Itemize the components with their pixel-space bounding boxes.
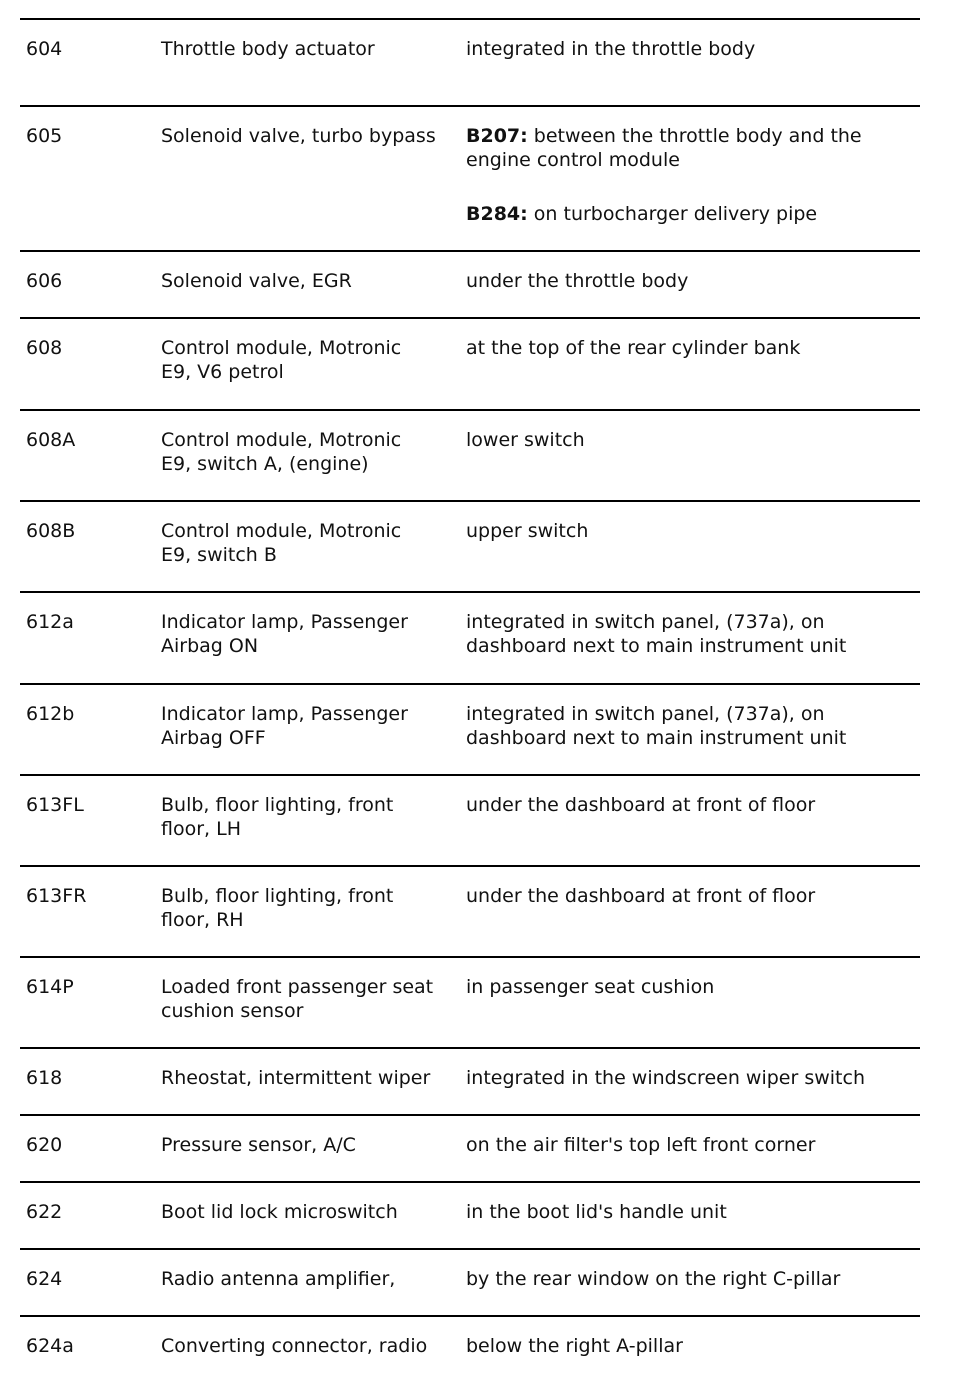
component-location (466, 519, 588, 543)
component-name (161, 124, 436, 148)
component-name (161, 1200, 398, 1224)
component-name (161, 519, 401, 567)
location-text: on turbocharger delivery pipe (527, 203, 818, 225)
component-location (466, 124, 862, 226)
table-row (20, 865, 920, 956)
location-text: upper switch (466, 520, 589, 542)
location-text: at the top of the rear cylinder bank (466, 337, 801, 359)
component-code: 614P (26, 976, 74, 998)
component-name (161, 1066, 430, 1090)
location-text: under the dashboard at front of floor (466, 885, 816, 907)
component-name (161, 269, 352, 293)
component-code: 608 (26, 337, 63, 359)
component-name-line: Throttle body actuator (161, 38, 375, 60)
component-name-line: Control module, Motronic (161, 429, 402, 451)
component-name-line: Loaded front passenger seat (161, 976, 434, 998)
table-row (20, 1248, 920, 1315)
component-name-line: Airbag OFF (161, 727, 266, 749)
component-name-line: floor, RH (161, 909, 244, 931)
variant-label: B207: (466, 125, 528, 147)
component-code: 624 (26, 1268, 63, 1290)
location-text: in passenger seat cushion (466, 976, 715, 998)
location-paragraph (466, 37, 755, 61)
location-paragraph (466, 428, 585, 452)
location-text: under the throttle body (466, 270, 689, 292)
component-code: 612b (26, 703, 75, 725)
table-row (20, 591, 920, 683)
location-text: under the dashboard at front of floor (466, 794, 816, 816)
location-paragraph (466, 702, 846, 750)
component-code: 620 (26, 1134, 63, 1156)
table-row (20, 500, 920, 591)
component-name-line: Control module, Motronic (161, 520, 402, 542)
component-location (466, 428, 585, 452)
component-name (161, 610, 408, 658)
location-paragraph (466, 1133, 815, 1157)
component-name (161, 1267, 395, 1291)
component-name-line: E9, V6 petrol (161, 361, 284, 383)
component-code: 608A (26, 429, 76, 451)
component-name (161, 1334, 427, 1358)
component-name (161, 428, 401, 476)
location-paragraph (466, 519, 588, 543)
location-paragraph (466, 336, 800, 360)
location-paragraph (466, 1200, 727, 1224)
location-paragraph (466, 1267, 840, 1291)
table-row (20, 1181, 920, 1248)
component-location (466, 610, 846, 658)
component-name-line: floor, LH (161, 818, 241, 840)
component-name-line: Control module, Motronic (161, 337, 402, 359)
component-code: 624a (26, 1335, 74, 1357)
component-name (161, 975, 433, 1023)
location-text: in the boot lid's handle unit (466, 1201, 727, 1223)
table-row (20, 1114, 920, 1181)
component-name-line: E9, switch A, (engine) (161, 453, 369, 475)
component-code: 618 (26, 1067, 63, 1089)
component-name-line: Indicator lamp, Passenger (161, 703, 408, 725)
component-location (466, 1133, 815, 1157)
component-name-line: Bulb, floor lighting, front (161, 885, 394, 907)
location-text: integrated in switch panel, (737a), on (466, 611, 825, 633)
component-location (466, 975, 714, 999)
component-location (466, 1334, 683, 1358)
component-code: 604 (26, 38, 63, 60)
component-location (466, 336, 800, 360)
component-name-line: cushion sensor (161, 1000, 304, 1022)
location-text: integrated in the windscreen wiper switch (466, 1067, 865, 1089)
location-paragraph (466, 124, 862, 172)
location-paragraph (466, 793, 815, 817)
component-name (161, 336, 401, 384)
component-name-line: Rheostat, intermittent wiper (161, 1067, 431, 1089)
component-name-line: Pressure sensor, A/C (161, 1134, 356, 1156)
component-location (466, 1267, 840, 1291)
table-row (20, 317, 920, 409)
location-paragraph (466, 884, 815, 908)
table-row (20, 1315, 920, 1395)
component-code: 613FR (26, 885, 87, 907)
component-code: 622 (26, 1201, 63, 1223)
location-text: below the right A-pillar (466, 1335, 683, 1357)
location-text: on the air filter's top left front corner (466, 1134, 816, 1156)
location-text: dashboard next to main instrument unit (466, 727, 847, 749)
location-text: dashboard next to main instrument unit (466, 635, 847, 657)
location-text: between the throttle body and the (527, 125, 862, 147)
component-location (466, 1066, 865, 1090)
component-name-line: Indicator lamp, Passenger (161, 611, 408, 633)
component-name (161, 1133, 356, 1157)
component-name (161, 793, 393, 841)
component-name-line: Bulb, floor lighting, front (161, 794, 394, 816)
location-text: integrated in the throttle body (466, 38, 756, 60)
component-name-line: Solenoid valve, EGR (161, 270, 352, 292)
location-paragraph (466, 1066, 865, 1090)
component-name (161, 702, 408, 750)
component-name (161, 884, 393, 932)
variant-label: B284: (466, 203, 528, 225)
table-row (20, 774, 920, 865)
table-row (20, 683, 920, 774)
component-code: 605 (26, 125, 63, 147)
location-text: engine control module (466, 149, 680, 171)
component-name-line: Converting connector, radio (161, 1335, 428, 1357)
table-row (20, 105, 920, 250)
component-location-table (20, 18, 920, 1395)
component-code: 613FL (26, 794, 84, 816)
component-name-line: E9, switch B (161, 544, 277, 566)
component-name-line: Airbag ON (161, 635, 259, 657)
table-row (20, 1047, 920, 1114)
component-code: 606 (26, 270, 63, 292)
table-row (20, 250, 920, 317)
location-text: lower switch (466, 429, 585, 451)
component-code: 612a (26, 611, 74, 633)
table-row (20, 18, 920, 105)
location-text: by the rear window on the right C-pillar (466, 1268, 841, 1290)
location-text: integrated in switch panel, (737a), on (466, 703, 825, 725)
location-paragraph (466, 202, 862, 226)
location-paragraph (466, 1334, 683, 1358)
location-paragraph (466, 610, 846, 658)
component-location (466, 1200, 727, 1224)
component-name (161, 37, 375, 61)
location-paragraph (466, 269, 688, 293)
component-code: 608B (26, 520, 76, 542)
component-location (466, 702, 846, 750)
component-name-line: Solenoid valve, turbo bypass (161, 125, 436, 147)
component-name-line: Boot lid lock microswitch (161, 1201, 398, 1223)
component-location (466, 884, 815, 908)
component-name-line: Radio antenna amplifier, (161, 1268, 396, 1290)
component-location (466, 793, 815, 817)
component-location (466, 37, 755, 61)
table-row (20, 409, 920, 500)
location-paragraph (466, 975, 714, 999)
table-row (20, 956, 920, 1047)
component-location (466, 269, 688, 293)
